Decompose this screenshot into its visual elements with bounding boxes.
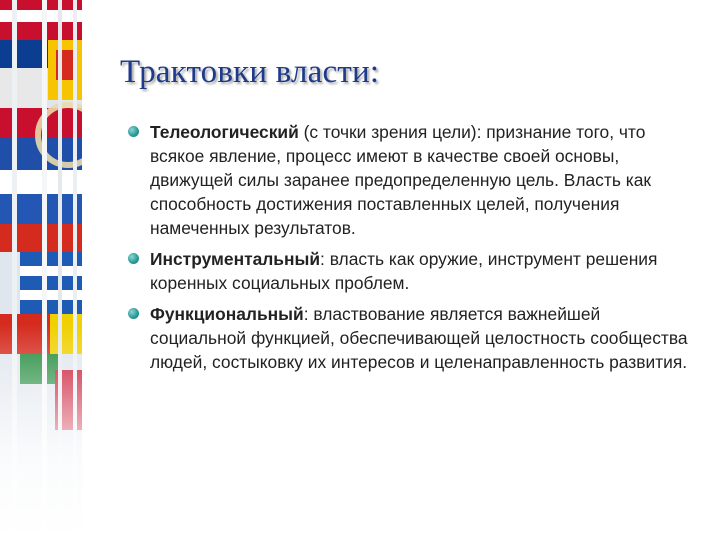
- bullet-functional: [126, 302, 696, 374]
- bullet-term: Функциональный: [150, 304, 304, 324]
- bullet-term: Телеологический: [150, 122, 299, 142]
- strip-fade: [0, 0, 82, 540]
- bullet-term: Инструментальный: [150, 249, 321, 269]
- bullet-text: : власть как оружие, инструмент решения коренных социальных проблем.: [150, 249, 658, 293]
- bullet-list: [126, 120, 696, 381]
- bullet-text: : властвование является важнейшей социальной функцией, обеспечивающей целостность сообщества людей, состыковку их интересов и целенаправленность развития.: [150, 304, 688, 372]
- flags-decoration: [0, 0, 82, 540]
- bullet-dot-icon: [128, 308, 139, 319]
- bullet-dot-icon: [128, 253, 139, 264]
- slide-title: Трактовки власти:: [120, 54, 380, 90]
- bullet-teleological: [126, 120, 696, 240]
- bullet-instrumental: [126, 247, 696, 295]
- bullet-dot-icon: [128, 126, 139, 137]
- bullet-text: (с точки зрения цели): признание того, что всякое явление, процесс имеют в качестве своей основы, движущей силы заранее предопределенную цель. Власть как способность достижения поставленных целей, получения намеченных результатов.: [150, 122, 651, 238]
